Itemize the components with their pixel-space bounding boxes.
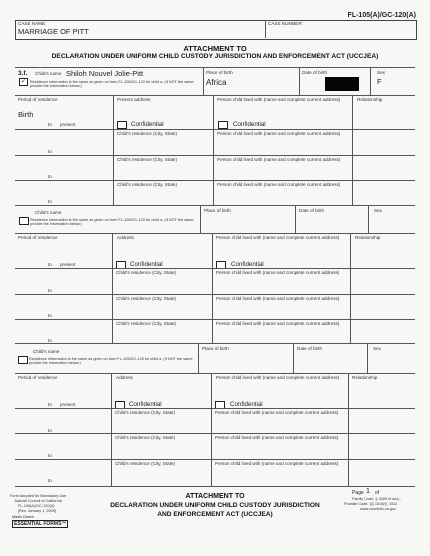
to-label: to [48,478,52,483]
confidential-label: Confidential [131,121,164,128]
title-line-1: ATTACHMENT TO [183,44,247,53]
divider [111,373,112,486]
child-1-residence-note: Residence information is the same as given on form FL-105/GC-120 for child a. (If NOT the same, provide the information below.) [30,80,195,89]
divider [350,233,351,343]
to-label: to [48,453,52,458]
child-2-sex-label: Sex [374,208,382,213]
logo-line-2: ESSENTIAL FORMS™ [14,521,67,527]
case-number-label: CASE NUMBER: [268,21,303,26]
case-name-value[interactable]: MARRIAGE OF PITT [18,27,89,36]
title-line-2: DECLARATION UNDER UNIFORM CHILD CUSTODY JURISDICTION AND ENFORCEMENT ACT (UCCJEA) [51,53,379,60]
to-label: to [48,428,52,433]
divider [212,233,213,343]
to-label: to [48,149,52,154]
divider [15,319,415,320]
to-label: to [48,174,52,179]
footer-form-number: FL-105(A)/GC-120(A) [18,504,55,508]
child-2-residence-checkbox[interactable] [19,217,29,225]
to-label: to [48,288,52,293]
child-2-residence-note: Residence information is the same as given on form FL-105/GC-120 for child a. (If NOT the same, provide the information below.) [30,218,195,227]
childs-residence-label: Child's residence (City, State) [117,131,178,136]
person-lived-with-label: Person child lived with (name and complete current address) [216,270,340,275]
divider [15,459,415,460]
confidential-label: Confidential [129,401,162,408]
to-label: to [48,338,52,343]
present-label: present [60,122,76,127]
divider [15,433,415,434]
case-header-divider [265,20,266,38]
logo-line-1: Martin Dean's [12,515,35,519]
page-label: Page [352,490,364,496]
divider [112,233,113,343]
page-number[interactable]: 1 [366,488,370,495]
childs-residence-label: Child's residence (City, State) [117,182,178,187]
divider [15,486,415,487]
divider [15,268,415,269]
present-label: present [60,402,76,407]
child-3-name-label: Child's name [33,349,60,354]
to-label: to [48,199,52,204]
child-1-name-value[interactable]: Shiloh Nouvel Jolie-Pitt [66,69,144,78]
divider [293,343,294,373]
divider [295,205,296,233]
divider [203,67,204,95]
confidential-label: Confidential [231,261,264,268]
relationship-label: Relationship [352,375,378,380]
period-of-residence-label: Period of residence [18,375,58,380]
child-3-place-of-birth-label: Place of birth [202,346,229,351]
child-3-dob-label: Date of birth [297,346,323,351]
case-name-label: CASE NAME: [18,21,47,26]
footer-website: www.courtinfo.ca.gov [360,507,396,511]
confidential-label: Confidential [130,261,163,268]
child-1-dob-label: Date of birth [302,70,328,75]
child-1-sex-label: Sex [377,70,385,75]
child-2-place-of-birth-label: Place of birth [204,208,231,213]
divider [352,95,353,205]
child-1-sex-value[interactable]: F [377,77,382,86]
footer-probate-code: Probate Code, §§ 1510(f), 1512 [344,502,398,506]
divider [15,205,415,206]
footer-family-code: Family Code, § 3400 et seq.; [352,497,401,501]
divider [348,373,349,486]
divider [15,294,415,295]
divider [15,67,415,68]
divider [15,129,415,130]
present-address-label: Present address [117,97,151,102]
divider [198,343,199,373]
child-3-sex-label: Sex [373,346,381,351]
childs-residence-label: Child's residence (City, State) [115,435,176,440]
confidential-checkbox[interactable] [218,121,228,129]
person-lived-with-label: Person child lived with (name and complete current address) [216,235,340,240]
present-label: present [60,262,76,267]
childs-residence-label: Child's residence (City, State) [116,321,177,326]
child-1-place-of-birth-label: Place of birth [206,70,233,75]
divider [15,373,415,374]
redacted-date-of-birth [325,77,359,91]
period-start-value[interactable]: Birth [18,110,34,119]
person-lived-with-label: Person child lived with (name and complete current address) [217,131,341,136]
child-1-place-of-birth-value[interactable]: Africa [206,78,227,87]
address-label: Address [117,235,134,240]
divider [15,233,415,234]
divider [211,373,212,486]
person-lived-with-label: Person child lived with (name and complete current address) [217,97,341,102]
divider [113,95,114,205]
person-lived-with-label: Person child lived with (name and complete current address) [217,157,341,162]
child-2-dob-label: Date of birth [299,208,325,213]
relationship-label: Relationship [357,97,383,102]
divider [15,95,415,96]
to-label: to [48,122,52,127]
address-label: Address [116,375,133,380]
person-lived-with-label: Person child lived with (name and complete current address) [215,410,339,415]
child-3-residence-checkbox[interactable] [18,356,28,364]
childs-residence-label: Child's residence (City, State) [116,296,177,301]
footer-title-line-2: DECLARATION UNDER UNIFORM CHILD CUSTODY JURISDICTION [110,502,320,509]
divider [368,205,369,233]
footer-revision: [Rev. January 1, 2009] [18,509,56,513]
child-2-name-label: Child's name [35,210,62,215]
child-1-residence-checkbox[interactable]: ✓ [20,79,27,85]
person-lived-with-label: Person child lived with (name and complete current address) [217,182,341,187]
divider [200,205,201,233]
to-label: to [48,262,52,267]
divider [213,95,214,205]
divider [367,343,368,373]
divider [370,67,371,95]
footer-adopted: Form Adopted for Mandatory Use [10,494,67,498]
person-lived-with-label: Person child lived with (name and complete current address) [216,375,340,380]
divider [15,180,415,181]
period-of-residence-label: Period of residence [18,235,58,240]
to-label: to [48,313,52,318]
child-3-residence-note: Residence information is the same as given on form FL-105/GC-120 for child a. (If NOT the same, provide the information below.) [29,357,194,366]
form-number: FL-105(A)/GC-120(A) [347,12,416,19]
footer-title-line-3: AND ENFORCEMENT ACT (UCCJEA) [157,511,273,518]
period-of-residence-label: Period of residence [18,97,58,102]
child-1-number: 3.f. [18,70,28,77]
footer-council: Judicial Council of California [14,499,62,503]
divider [15,408,415,409]
person-lived-with-label: Person child lived with (name and complete current address) [215,435,339,440]
divider [299,67,300,95]
confidential-label: Confidential [230,401,263,408]
child-1-name-label: Child's name [35,71,62,76]
confidential-label: Confidential [233,121,266,128]
person-lived-with-label: Person child lived with (name and complete current address) [215,461,339,466]
divider [15,343,415,344]
divider [15,155,415,156]
childs-residence-label: Child's residence (City, State) [115,461,176,466]
footer-title-line-1: ATTACHMENT TO [185,493,245,500]
childs-residence-label: Child's residence (City, State) [115,410,176,415]
person-lived-with-label: Person child lived with (name and complete current address) [216,321,340,326]
confidential-checkbox[interactable] [117,121,127,129]
person-lived-with-label: Person child lived with (name and complete current address) [216,296,340,301]
of-label: of [375,490,380,496]
childs-residence-label: Child's residence (City, State) [117,157,178,162]
childs-residence-label: Child's residence (City, State) [116,270,177,275]
relationship-label: Relationship [355,235,381,240]
to-label: to [48,402,52,407]
